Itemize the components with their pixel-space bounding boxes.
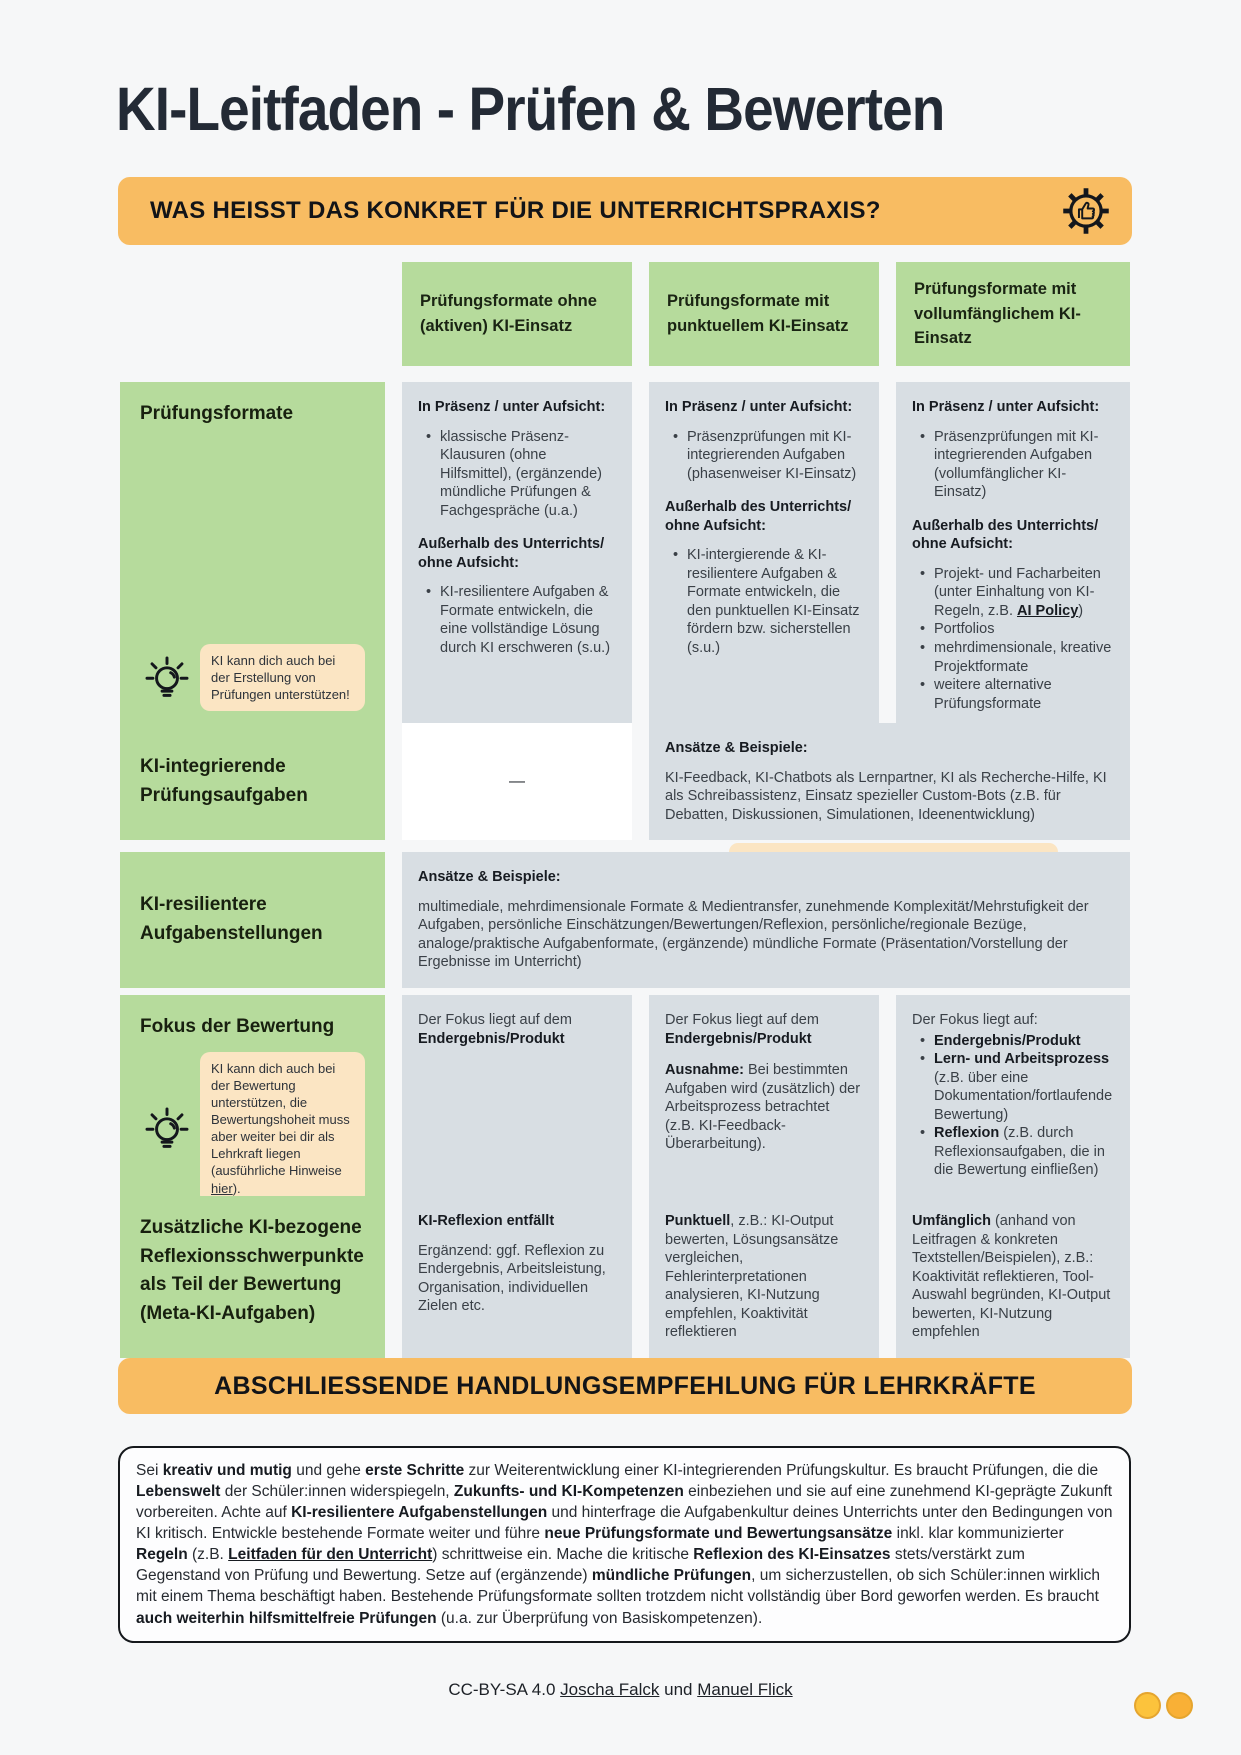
lightbulb-icon <box>140 650 194 704</box>
cell-bullet <box>418 583 616 657</box>
bewertung-hinweise-link[interactable]: hier <box>211 1180 233 1196</box>
bullet-dot: • <box>920 565 926 582</box>
text-segment: Endergebnis/Produkt <box>418 1030 565 1047</box>
cell-heading <box>418 535 616 572</box>
text-segment: KI kann dich auch bei der Bewertung unterstützen, die Bewertungshoheit muss aber weiter bei dir als Lehrkraft liegen (ausführliche Hinweise <box>211 1060 350 1179</box>
text-segment: Umfänglich <box>912 1213 991 1229</box>
text-segment: einbeziehen und sie auf eine zunehmend KI-geprägte Zukunft vorbereiten. Achte auf <box>136 1483 1113 1522</box>
cell-pruefungsformate-vollumfaenglich <box>896 382 1130 729</box>
row-ki-resilientere-aufgaben <box>120 852 1130 978</box>
table-header-row <box>120 262 1130 366</box>
text-segment: inkl. klar kommunizierter <box>892 1525 1064 1543</box>
bullet-dot: • <box>673 428 679 445</box>
text-segment: kreativ und mutig <box>162 1462 292 1479</box>
cell-bullet <box>418 428 616 521</box>
text-segment: In Präsenz / unter Aufsicht: <box>418 399 606 415</box>
footer <box>0 1680 1241 1700</box>
text-segment: Ergänzend: ggf. Reflexion zu Endergebnis, Arbeitsleistung, Organisation, individuellen Zielen etc. <box>418 1242 606 1315</box>
cell-bullet <box>912 1032 1114 1051</box>
text-segment: Ansätze & Beispiele: <box>418 869 561 885</box>
text-segment: weitere alternative Prüfungsformate <box>934 677 1052 712</box>
row-label-ki-resilientere <box>120 852 385 988</box>
bullet-dot: • <box>426 428 432 445</box>
row-label-fokus-bewertung <box>120 995 385 1223</box>
cell-ki-integrierende-ansaetze <box>649 723 1130 840</box>
leitfaden-unterricht-link[interactable]: Leitfaden für den Unterricht <box>228 1546 433 1564</box>
tip-note <box>140 644 365 711</box>
cell-fokus-vollumfaenglich <box>896 995 1130 1223</box>
row-label-text: KI-integrierende Prüfungsaufgaben <box>140 756 308 806</box>
bullet-dot: • <box>920 677 926 694</box>
recommendation-banner-title: ABSCHLIESSENDE HANDLUNGSEMPFEHLUNG FÜR LEHRKRÄFTE <box>214 1371 1036 1400</box>
text-segment: Bei bestimmten Aufgaben wird (zusätzlich) der Arbeitsprozess betrachtet (z.B. KI-Feedback-Überarbeitung). <box>665 1062 861 1153</box>
lightbulb-icon <box>140 1101 194 1155</box>
cell-heading <box>418 1212 616 1231</box>
gear-thumbs-up-icon <box>1060 185 1112 237</box>
text-segment: mündliche Prüfungen <box>591 1567 752 1585</box>
logo-circle-left <box>1134 1692 1161 1719</box>
text-segment: ) schrittweise ein. Mache die kritische <box>432 1546 694 1564</box>
bullet-dot: • <box>920 640 926 657</box>
cell-paragraph <box>665 1011 863 1048</box>
cell-fokus-ohne <box>402 995 632 1223</box>
column-header-vollumfaenglich-ki: Prüfungsformate mit vollumfänglichem KI-Einsatz <box>896 262 1130 366</box>
bullet-dot: • <box>673 547 679 564</box>
text-segment: KI-Reflexion entfällt <box>418 1213 555 1229</box>
cell-paragraph <box>418 1011 616 1048</box>
text-segment: In Präsenz / unter Aufsicht: <box>665 399 853 415</box>
table-corner-spacer <box>120 262 385 366</box>
text-segment: erste Schritte <box>365 1462 465 1479</box>
text-segment: Punktuell <box>665 1213 731 1229</box>
text-segment: Portfolios <box>934 621 995 638</box>
footer-conjunction: und <box>664 1680 693 1699</box>
cell-meta-ohne <box>402 1196 632 1358</box>
text-segment: Ausnahme: <box>665 1062 744 1079</box>
text-segment: Außerhalb des Unterrichts/ ohne Aufsicht: <box>912 517 1099 553</box>
text-segment: Der Fokus liegt auf dem <box>418 1012 572 1028</box>
cell-heading <box>418 398 616 417</box>
text-segment: Endergebnis/Produkt <box>934 1032 1081 1049</box>
empty-cell-dash: — <box>402 723 632 840</box>
cell-meta-punktuell <box>649 1196 879 1358</box>
text-segment: ) <box>1078 602 1084 619</box>
text-segment: Außerhalb des Unterrichts/ ohne Aufsicht: <box>418 536 605 571</box>
logo-circle-right <box>1166 1692 1193 1719</box>
row-ki-integrierende-aufgaben <box>120 723 1130 834</box>
comparison-table <box>120 262 1130 1341</box>
cell-heading <box>665 498 863 535</box>
text-segment: Lebenswelt <box>136 1483 221 1501</box>
cell-bullet <box>912 639 1114 676</box>
cell-paragraph <box>912 1011 1114 1030</box>
cell-heading <box>912 398 1114 417</box>
text-segment: Regeln <box>136 1546 188 1564</box>
cell-bullet <box>912 428 1114 502</box>
practice-banner-title: WAS HEISST DAS KONKRET FÜR DIE UNTERRICHTSPRAXIS? <box>150 197 881 224</box>
cell-bullet <box>665 546 863 657</box>
bullet-dot: • <box>920 621 926 638</box>
text-segment: Der Fokus liegt auf dem <box>665 1012 819 1028</box>
tip-note <box>140 1052 365 1205</box>
text-segment: (anhand von Leitfragen & konkreten Textstellen/Beispielen), z.B.: Koaktivität reflektieren, Tool-Auswahl begründen, KI-Output bewerten, KI-Nutzung empfehlen <box>912 1213 1111 1341</box>
text-segment: mehrdimensionale, kreative Projektformate <box>934 640 1112 675</box>
text-segment: Der Fokus liegt auf: <box>912 1012 1038 1028</box>
cell-paragraph <box>912 1212 1114 1342</box>
text-segment: , z.B.: KI-Output bewerten, Lösungsansätze vergleichen, Fehlerinterpretationen analysieren, KI-Nutzung empfehlen, Koaktivität reflektieren <box>665 1213 839 1341</box>
text-segment: stets/verstärkt zum Gegenstand von Prüfung und Bewertung. Setze auf (ergänzende) <box>136 1546 1025 1585</box>
text-segment: (z.B. <box>187 1546 229 1564</box>
text-segment: neue Prüfungsformate und Bewertungsansätze <box>544 1525 893 1543</box>
text-segment: Präsenzprüfungen mit KI-integrierenden Aufgaben (vollumfänglicher KI-Einsatz) <box>934 428 1099 501</box>
cell-pruefungsformate-ohne <box>402 382 632 729</box>
text-segment: KI-intergierende & KI-resilientere Aufgaben & Formate entwickeln, die den punktuellen KI-Einsatz fördern bzw. sicherstellen (s.u.) <box>687 547 860 657</box>
bullet-dot: • <box>920 1051 926 1068</box>
column-header-punktuell-ki: Prüfungsformate mit punktuellem KI-Einsatz <box>649 262 879 366</box>
row-label-pruefungsformate <box>120 382 385 729</box>
cell-heading <box>912 517 1114 554</box>
text-segment: KI-resilientere Aufgaben & Formate entwickeln, die eine vollständige Lösung durch KI erschweren (s.u.) <box>440 584 611 657</box>
row-label-ki-integrierende <box>120 723 385 840</box>
bullet-dot: • <box>426 584 432 601</box>
text-segment: (z.B. durch Reflexionsaufgaben, die in die Bewertung einfließen) <box>934 1125 1105 1179</box>
text-segment: Lern- und Arbeitsprozess <box>934 1051 1110 1068</box>
cell-paragraph <box>665 1061 863 1154</box>
text-segment: multimediale, mehrdimensionale Formate & Medientransfer, zunehmende Komplexität/Mehrstufigkeit der Aufgaben, persönliche Einschätzungen/Bewertungen/Reflexion, persönliche/regionale Bezüge, analoge/praktische Aufgabenformate, (ergänzende) mündliche Formate (Präsentation/Vorstellung der Ergebnisse im Unterricht) <box>418 898 1089 971</box>
cell-meta-vollumfaenglich <box>896 1196 1130 1358</box>
text-segment: Präsenzprüfungen mit KI-integrierenden Aufgaben (phasenweiser KI-Einsatz) <box>687 428 857 482</box>
license-label: CC-BY-SA 4.0 <box>448 1680 556 1699</box>
author-link-manuel-flick[interactable]: Manuel Flick <box>697 1680 793 1699</box>
text-segment: (z.B. über eine Dokumentation/fortlaufende Bewertung) <box>934 1069 1113 1123</box>
text-segment: Reflexion des KI-Einsatzes <box>693 1546 891 1564</box>
text-segment: In Präsenz / unter Aufsicht: <box>912 399 1100 415</box>
text-segment: Ansätze & Beispiele: <box>665 740 808 756</box>
text-segment: Zukunfts- und KI-Kompetenzen <box>453 1483 684 1501</box>
cell-heading <box>418 868 1114 887</box>
cell-bullet <box>912 620 1114 639</box>
cell-fokus-punktuell <box>649 995 879 1223</box>
tip-note-text: KI kann dich auch bei der Erstellung von Prüfungen unterstützen! <box>200 644 365 711</box>
cell-bullet <box>912 1050 1114 1124</box>
recommendation-banner <box>118 1358 1132 1414</box>
cell-paragraph <box>418 1242 616 1316</box>
tip-note-text <box>200 1052 365 1205</box>
row-label-text: Zusätzliche KI-bezogene Reflexionsschwerpunkte als Teil der Bewertung (Meta-KI-Aufgaben) <box>140 1217 364 1324</box>
row-fokus-der-bewertung <box>120 995 1130 1196</box>
cell-heading <box>665 739 1114 758</box>
column-header-ohne-ki: Prüfungsformate ohne (aktiven) KI-Einsatz <box>402 262 632 366</box>
row-label-meta-ki <box>120 1196 385 1358</box>
bullet-dot: • <box>920 428 926 445</box>
cell-bullet <box>912 565 1114 621</box>
ai-policy-link[interactable]: AI Policy <box>1017 602 1079 619</box>
cell-paragraph <box>418 898 1114 972</box>
cell-ki-resilientere-ansaetze <box>402 852 1130 988</box>
cell-bullet <box>912 676 1114 713</box>
text-segment: KI-resilientere Aufgabenstellungen <box>291 1504 548 1522</box>
text-segment: Reflexion <box>934 1125 1000 1142</box>
page-title: KI-Leitfaden - Prüfen & Bewerten <box>116 75 945 143</box>
text-segment: , um sicherzustellen, ob sich Schüler:innen wirklich mit einem Thema beschäftigt haben. Bestehende Prüfungsformate sollten trotzdem nicht vollständig über Bord geworfen werden. Es braucht <box>136 1567 1101 1606</box>
bullet-dot: • <box>920 1125 926 1142</box>
text-segment: zur Weiterentwicklung einer KI-integrierenden Prüfungskultur. Es braucht Prüfungen, die die <box>464 1462 1099 1479</box>
text-segment: der Schüler:innen widerspiegeln, <box>220 1483 454 1501</box>
cell-heading <box>665 398 863 417</box>
text-segment: auch weiterhin hilfsmittelfreie Prüfungen <box>136 1609 437 1627</box>
text-segment: Projekt- und Facharbeiten (unter Einhaltung von KI-Regeln, z.B. <box>934 565 1101 619</box>
text-segment: ). <box>232 1180 241 1196</box>
text-segment: Endergebnis/Produkt <box>665 1030 812 1047</box>
recommendation-text-box <box>118 1446 1131 1643</box>
bullet-dot: • <box>920 1032 926 1049</box>
text-segment: und hinterfrage die Aufgabenkultur deines Unterrichts unter den Bedingungen von KI kritisch. Entwickle bestehende Formate weiter und führe <box>136 1504 1113 1543</box>
row-pruefungsformate <box>120 382 1130 712</box>
cell-pruefungsformate-punktuell <box>649 382 879 729</box>
text-segment: Sei <box>136 1462 163 1479</box>
row-label-text: KI-resilientere Aufgabenstellungen <box>140 894 323 944</box>
text-segment: KI-Feedback, KI-Chatbots als Lernpartner, KI als Recherche-Hilfe, KI als Schreibassistenz, Einsatz spezieller Custom-Bots (z.B. für Debatten, Diskussionen, Simulationen, Ideenentwicklung) <box>665 769 1107 823</box>
cell-bullet <box>665 428 863 484</box>
cell-bullet <box>912 1124 1114 1180</box>
row-label-text: Prüfungsformate <box>140 403 294 424</box>
row-meta-ki-aufgaben <box>120 1196 1130 1341</box>
cell-paragraph <box>665 1212 863 1342</box>
author-link-joscha-falck[interactable]: Joscha Falck <box>560 1680 660 1699</box>
practice-banner <box>118 177 1132 245</box>
text-segment: Außerhalb des Unterrichts/ ohne Aufsicht: <box>665 499 852 534</box>
text-segment: (u.a. zur Überprüfung von Basiskompetenzen). <box>436 1609 763 1627</box>
text-segment: und gehe <box>291 1462 366 1479</box>
text-segment: klassische Präsenz-Klausuren (ohne Hilfsmittel), (ergänzende) mündliche Prüfungen & Fachgespräche (u.a.) <box>440 428 602 519</box>
cell-paragraph <box>665 769 1114 825</box>
row-label-text: Fokus der Bewertung <box>140 1016 335 1037</box>
